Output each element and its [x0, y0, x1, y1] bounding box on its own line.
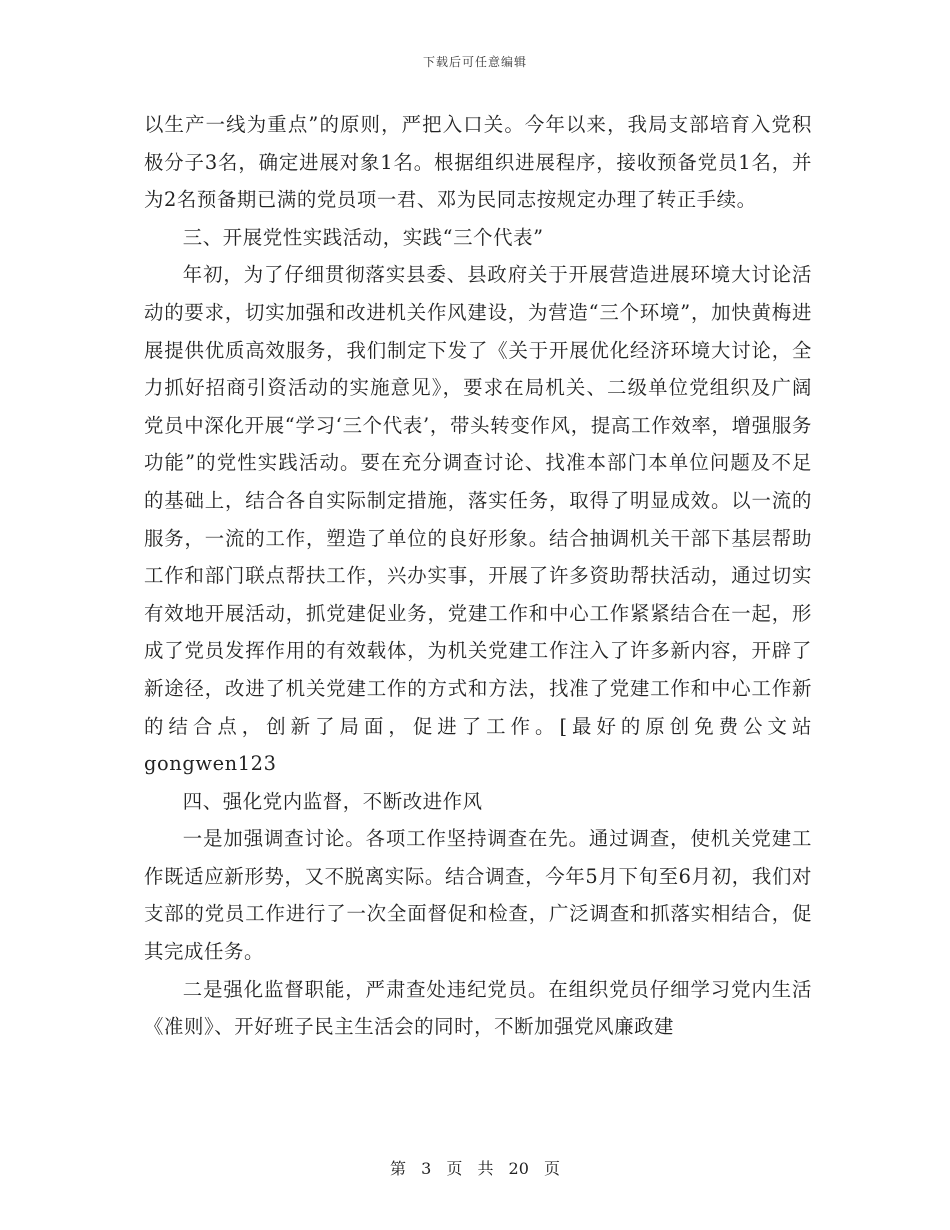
paragraph-supervision: 二是强化监督职能，严肃查处违纪党员。在组织党员仔细学习党内生活《准则》、开好班子民主生活会的同时，不断加强党风廉政建 [144, 977, 812, 1039]
page-number-footer: 第 3 页 共 20 页 [390, 1159, 560, 1178]
section-heading-3: 三、开展党性实践活动，实践“三个代表” [182, 225, 544, 249]
paragraph-practice-activities: 年初，为了仔细贯彻落实县委、县政府关于开展营造进展环境大讨论活动的要求，切实加强和改进机关作风建设，为营造“三个环境”，加快黄梅进展提供优质高效服务，我们制定下发了《关于开展优化经济环境大讨论，全力抓好招商引资活动的实施意见》，要求在局机关、二级单位党组织及广阔党员中深化开展“学习‘三个代表’，带头转变作风，提高工作效率，增强服务功能”的党性实践活动。要在充分调查讨论、找准本部门本单位问题及不足的基础上，结合各自实际制定措施，落实任务，取得了明显成效。以一流的服务，一流的工作，塑造了单位的良好形象。结合抽调机关干部下基层帮助工作和部门联点帮扶工作，兴办实事，开展了许多资助帮扶活动，通过切实有效地开展活动，抓党建促业务，党建工作和中心工作紧紧结合在一起，形成了党员发挥作用的有效载体，为机关党建工作注入了许多新内容，开辟了新途径，改进了机关党建工作的方式和方法，找准了党建工作和中心工作新的结合点，创新了局面，促进了工作。[最好的原创免费公文站gongwen123 [144, 263, 812, 776]
document-body [144, 106, 812, 1046]
page-header: 下载后可任意编辑 [422, 55, 527, 69]
section-heading-4: 四、强化党内监督，不断改进作风 [182, 789, 483, 813]
paragraph-research: 一是加强调查讨论。各项工作坚持调查在先。通过调查，使机关党建工作既适应新形势，又不脱离实际。结合调查，今年5月下旬至6月初，我们对支部的党员工作进行了一次全面督促和检查，广泛调查和抓落实相结合，促其完成任务。 [144, 827, 812, 964]
paragraph-continuation: 以生产一线为重点”的原则，严把入口关。今年以来，我局支部培育入党积极分子3名，确定进展对象1名。根据组织进展程序，接收预备党员1名，并为2名预备期已满的党员项一君、邓为民同志按规定办理了转正手续。 [144, 113, 812, 212]
